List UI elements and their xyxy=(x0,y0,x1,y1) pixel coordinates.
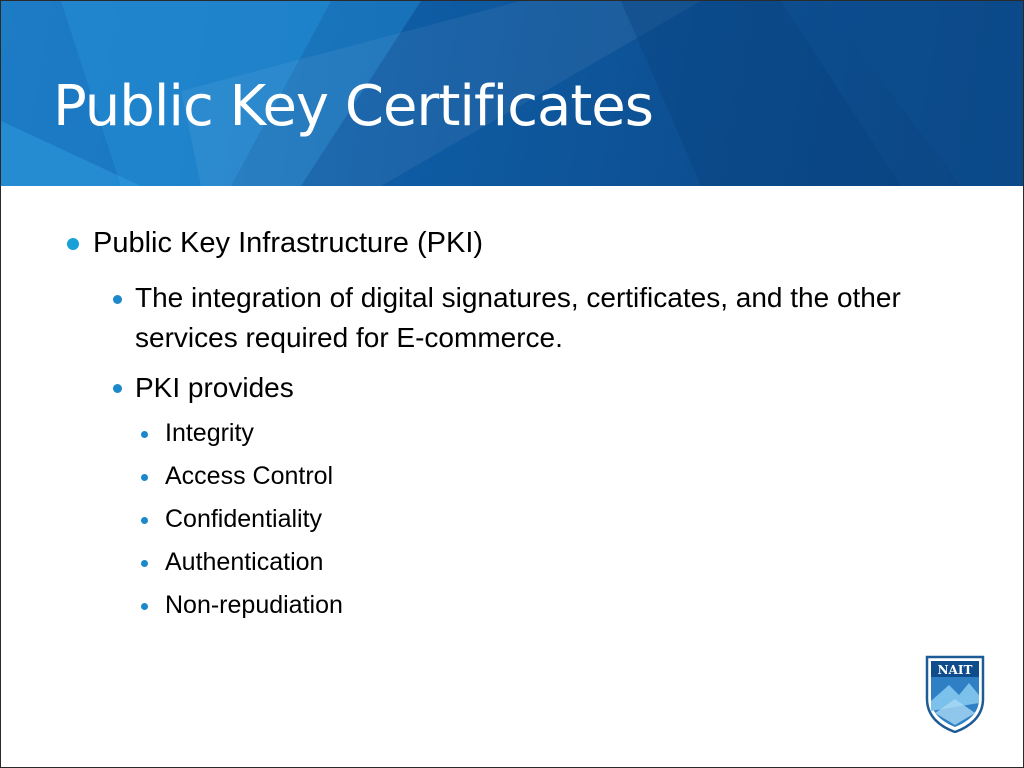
bullet-icon xyxy=(141,560,148,567)
bullet-icon xyxy=(67,238,79,250)
bullet-icon xyxy=(141,517,148,524)
bullet-level3-integrity: Integrity xyxy=(165,419,254,447)
nait-logo-icon xyxy=(925,655,985,733)
bullet-icon xyxy=(141,431,148,438)
bullet-level3-non-repudiation: Non-repudiation xyxy=(165,591,343,619)
bullet-level2-integration: The integration of digital signatures, certificates, and the other services required for E-commerce. xyxy=(135,282,901,353)
bullet-level3-access-control: Access Control xyxy=(165,462,334,490)
logo-text: NAIT xyxy=(937,663,973,677)
title-banner xyxy=(1,1,1023,186)
bullet-level2-pki-provides: PKI provides xyxy=(135,372,294,403)
slide-title: Public Key Certificates xyxy=(53,74,653,139)
bullet-level3-confidentiality: Confidentiality xyxy=(165,505,323,533)
bullet-level3-authentication: Authentication xyxy=(165,548,324,576)
bullet-icon xyxy=(141,603,148,610)
bullet-icon xyxy=(113,384,122,393)
bullet-level1: Public Key Infrastructure (PKI) xyxy=(93,227,484,259)
bullet-icon xyxy=(113,295,122,304)
bullet-icon xyxy=(141,474,148,481)
slide-content xyxy=(1,186,1023,767)
